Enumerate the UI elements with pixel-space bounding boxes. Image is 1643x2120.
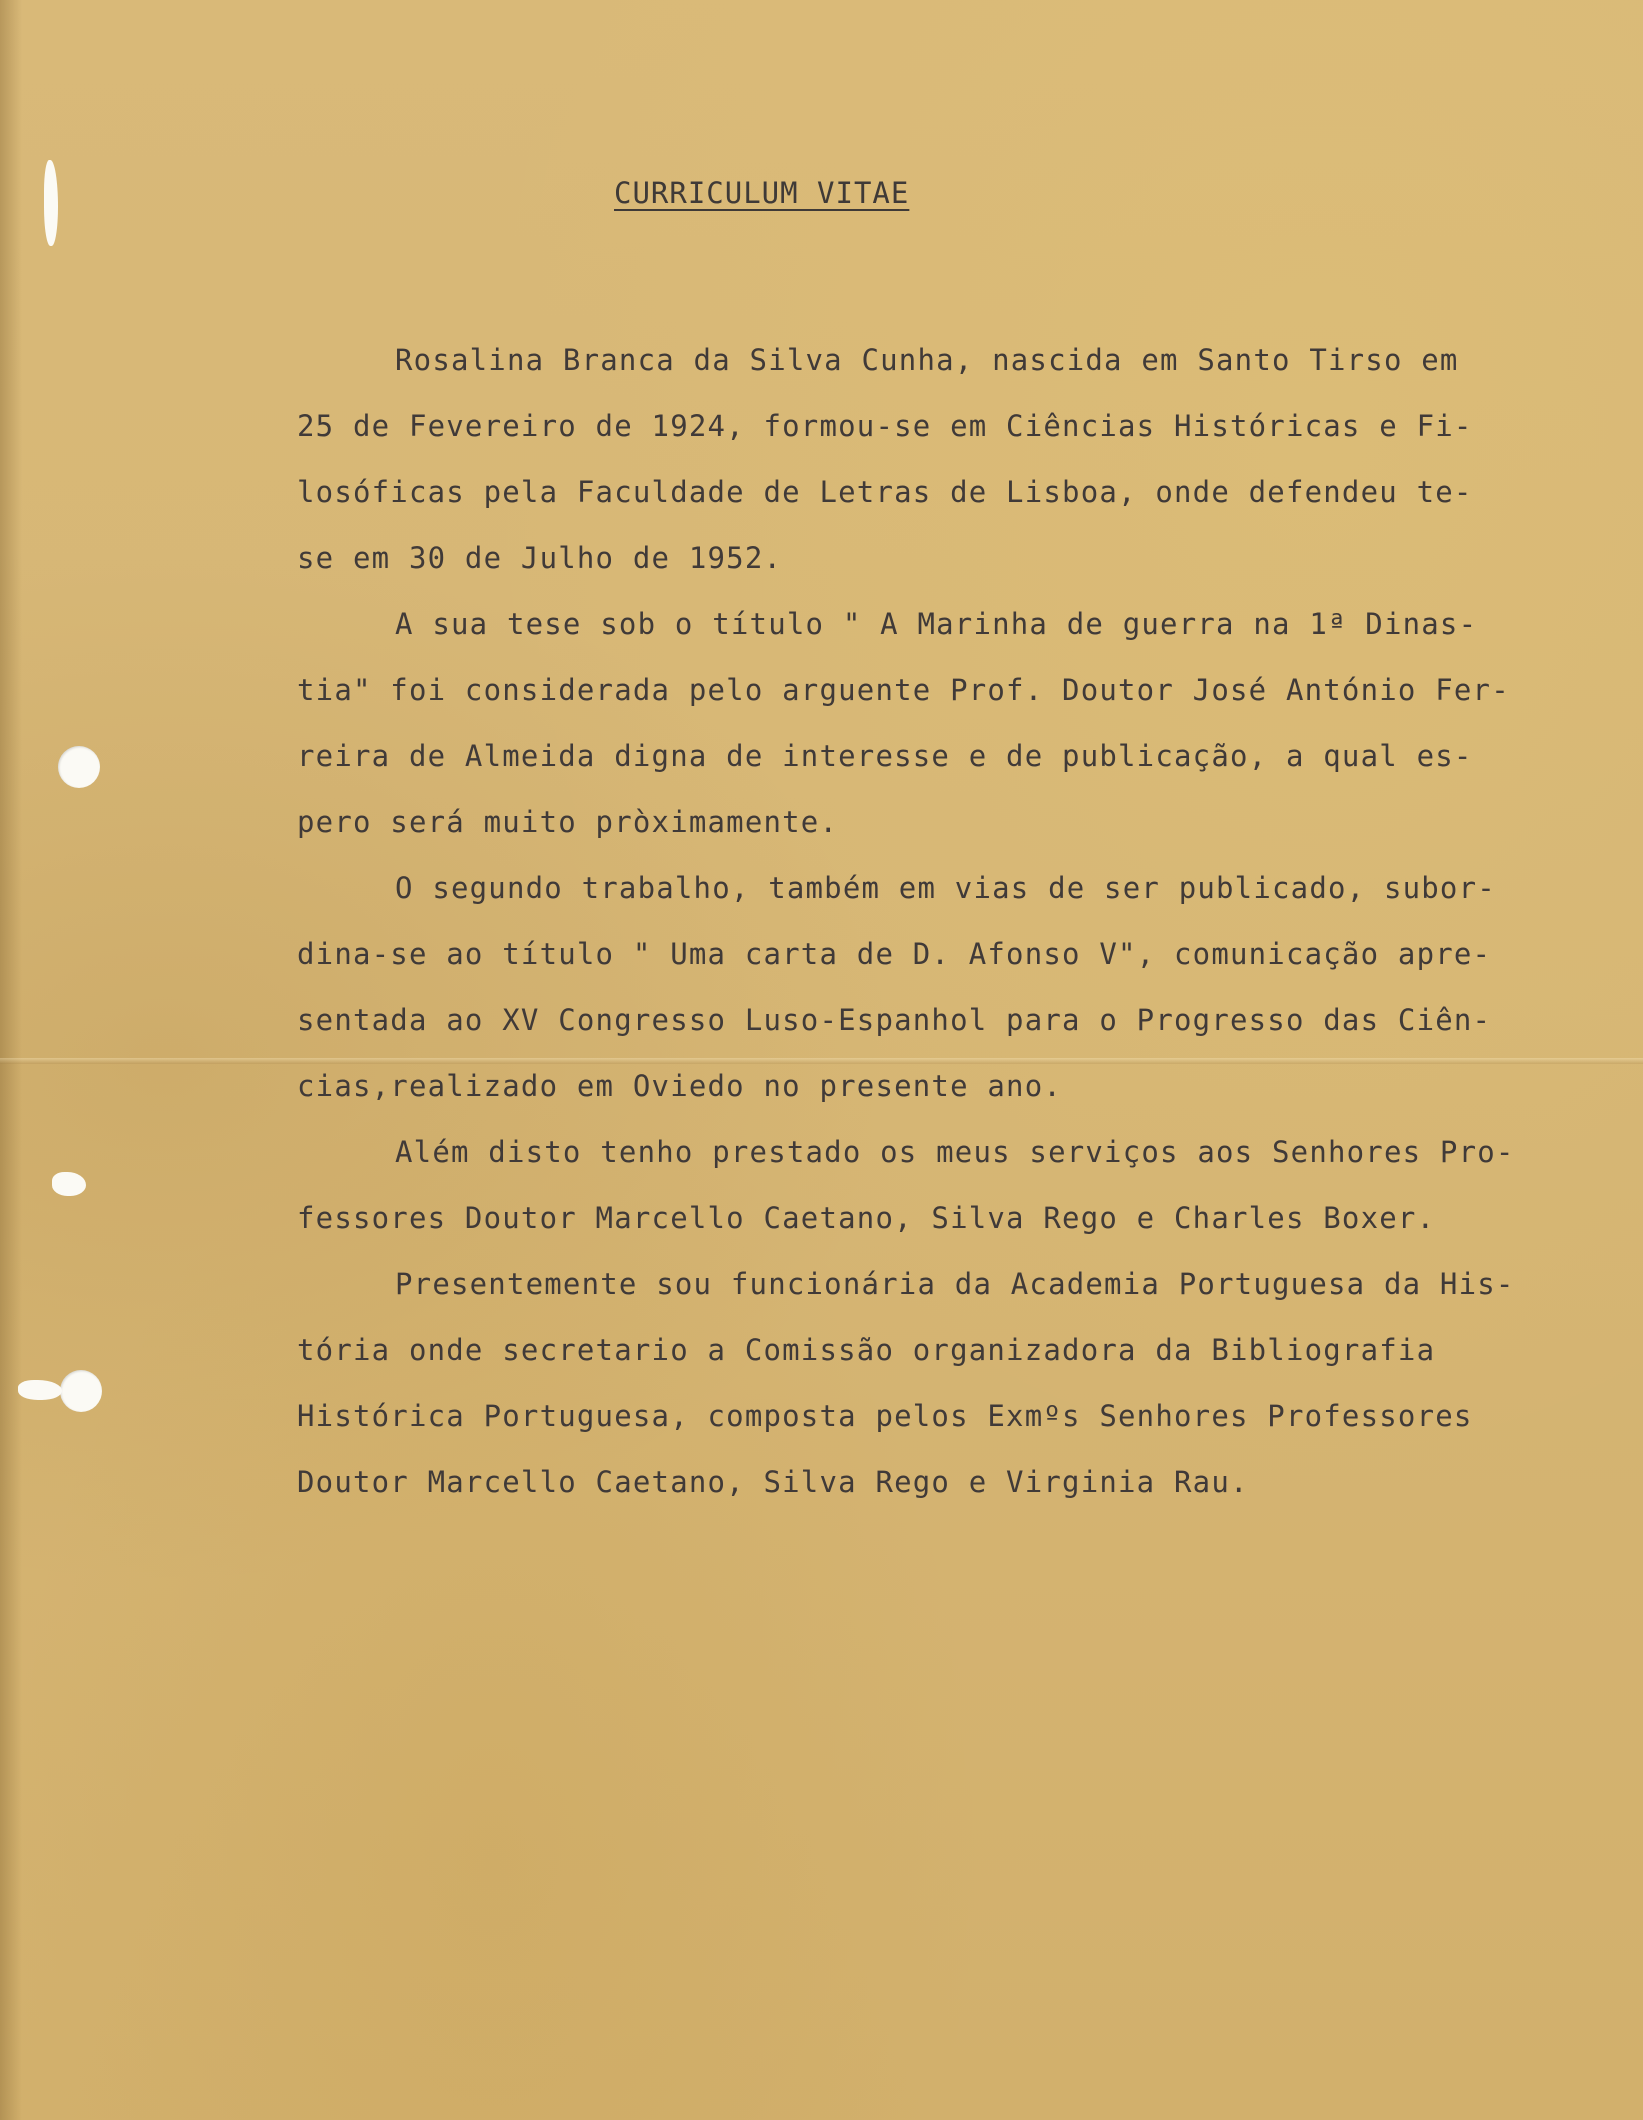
paper-tear-middle	[52, 1172, 86, 1196]
text-line: O segundo trabalho, também em vias de ser publicado, subor-	[395, 871, 1496, 905]
text-line: Doutor Marcello Caetano, Silva Rego e Virginia Rau.	[297, 1465, 1249, 1499]
text-line: losóficas pela Faculdade de Letras de Lisboa, onde defendeu te-	[297, 475, 1473, 509]
text-line: A sua tese sob o título " A Marinha de guerra na 1ª Dinas-	[395, 607, 1478, 641]
text-line: Presentemente sou funcionária da Academia Portuguesa da His-	[395, 1267, 1515, 1301]
text-line: sentada ao XV Congresso Luso-Espanhol para o Progresso das Ciên-	[297, 1003, 1492, 1037]
text-line: Histórica Portuguesa, composta pelos Exmºs Senhores Professores	[297, 1399, 1473, 1433]
text-line: Rosalina Branca da Silva Cunha, nascida em Santo Tirso em	[395, 343, 1459, 377]
document-body	[297, 338, 1597, 1526]
text-line: dina-se ao título " Uma carta de D. Afonso V", comunicação apre-	[297, 937, 1492, 971]
text-line: tória onde secretario a Comissão organizadora da Bibliografia	[297, 1333, 1436, 1367]
text-line: cias,realizado em Oviedo no presente ano.	[297, 1069, 1063, 1103]
document-title: CURRICULUM VITAE	[614, 176, 910, 210]
text-line: fessores Doutor Marcello Caetano, Silva Rego e Charles Boxer.	[297, 1201, 1436, 1235]
text-line: tia" foi considerada pelo arguente Prof. Doutor José António Fer-	[297, 673, 1510, 707]
paper-tear-bottom	[18, 1380, 62, 1400]
text-line: Além disto tenho prestado os meus serviços aos Senhores Pro-	[395, 1135, 1515, 1169]
text-line: reira de Almeida digna de interesse e de publicação, a qual es-	[297, 739, 1473, 773]
paper-tear-top	[44, 160, 58, 246]
text-line: pero será muito pròximamente.	[297, 805, 839, 839]
punch-hole-top	[58, 746, 100, 788]
punch-hole-bottom	[60, 1370, 102, 1412]
text-line: 25 de Fevereiro de 1924, formou-se em Ciências Históricas e Fi-	[297, 409, 1473, 443]
text-line: se em 30 de Julho de 1952.	[297, 541, 783, 575]
